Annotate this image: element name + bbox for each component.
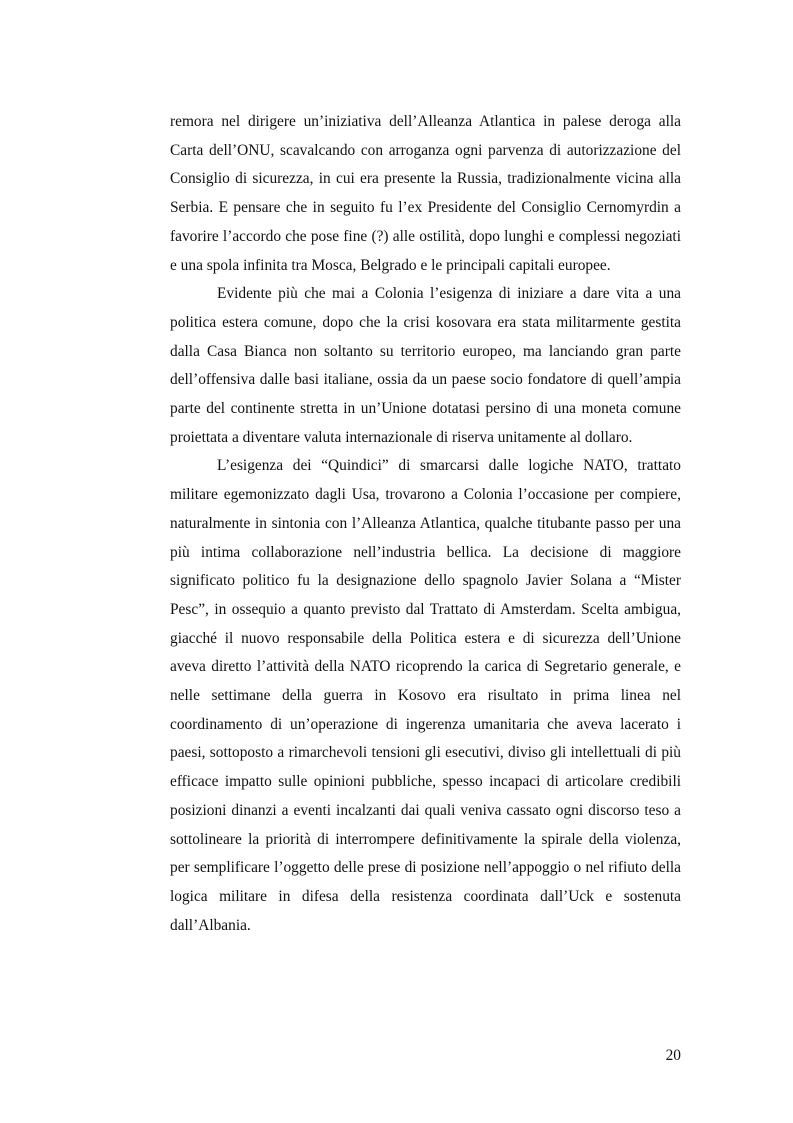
document-page xyxy=(170,108,681,940)
paragraph-common-foreign-policy: Evidente più che mai a Colonia l’esigenza di iniziare a dare vita a una politica estera comune, dopo che la crisi kosovara era stata militarmente gestita dalla Casa Bianca non soltanto su territorio europeo, ma lanciando gran parte dell’offensiva dalle basi italiane, ossia da un paese socio fondatore di quell’ampia parte del continente stretta in un’Unione dotatasi persino di una moneta comune proiettata a diventare valuta internazionale di riserva unitamente al dollaro. xyxy=(170,285,681,446)
page-number: 20 xyxy=(665,1047,681,1064)
paragraph-nato-logic: L’esigenza dei “Quindici” di smarcarsi dalle logiche NATO, trattato militare egemonizzato dagli Usa, trovarono a Colonia l’occasione per compiere, naturalmente in sintonia con l’Alleanza Atlantica, qualche titubante passo per una più intima collaborazione nell’industria bellica. La decisione di maggiore significato politico fu la designazione dello spagnolo Javier Solana a “Mister Pesc”, in ossequio a quanto previsto dal Trattato di Amsterdam. Scelta ambigua, giacché il nuovo responsabile della Politica estera e di sicurezza dell’Unione aveva diretto l’attività della NATO ricoprendo la carica di Segretario generale, e nelle settimane della guerra in Kosovo era risultato in prima linea nel coordinamento di un’operazione di ingerenza umanitaria che aveva lacerato i paesi, sottoposto a rimarchevoli tensioni gli esecutivi, diviso gli intellettuali di più efficace impatto sulle opinioni pubbliche, spesso incapaci di articolare credibili posizioni dinanzi a eventi incalzanti dai quali veniva cassato ogni discorso teso a sottolineare la priorità di interrompere definitivamente la spirale della violenza, per semplificare l’oggetto delle prese di posizione nell’appoggio o nel rifiuto della logica militare in difesa della resistenza coordinata dall’Uck e sostenuta dall’Albania. xyxy=(170,457,681,934)
paragraph-continuation: remora nel dirigere un’iniziativa dell’Alleanza Atlantica in palese deroga alla Carta dell’ONU, scavalcando con arroganza ogni parvenza di autorizzazione del Consiglio di sicurezza, in cui era presente la Russia, tradizionalmente vicina alla Serbia. E pensare che in seguito fu l’ex Presidente del Consiglio Cernomyrdin a favorire l’accordo che pose fine (?) alle ostilità, dopo lunghi e complessi negoziati e una spola infinita tra Mosca, Belgrado e le principali capitali europee. xyxy=(170,113,681,274)
